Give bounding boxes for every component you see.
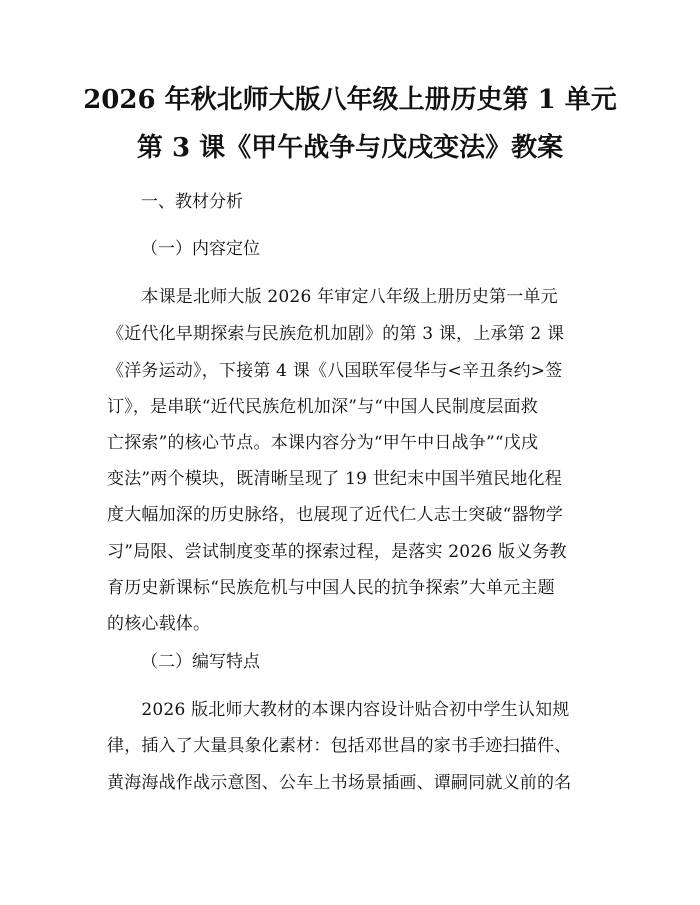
document-title-line-2: 第 3 课《甲午战争与戊戌变法》教案 — [136, 133, 564, 163]
paragraph-line: 本课是北师大版 2026 年审定八年级上册历史第一单元 — [107, 287, 558, 307]
section-heading-textbook-analysis: 一、教材分析 — [141, 192, 243, 212]
paragraph-line: 订》，是串联“近代民族危机加深”与“中国人民制度层面救 — [107, 397, 538, 417]
paragraph-line: 的核心载体。 — [107, 614, 211, 634]
paragraph-line: 度大幅加深的历史脉络，也展现了近代仁人志士突破“器物学 — [107, 505, 564, 525]
paragraph-line: 变法”两个模块，既清晰呈现了 19 世纪末中国半殖民地化程 — [107, 469, 562, 489]
document-title-line-1: 2026 年秋北师大版八年级上册历史第 1 单元 — [83, 85, 617, 115]
paragraph-line: 黄海海战作战示意图、公车上书场景插画、谭嗣同就义前的名 — [107, 773, 572, 793]
paragraph-line: 育历史新课标“民族危机与中国人民的抗争探索”大单元主题 — [107, 578, 555, 598]
paragraph-line: 《近代化早期探索与民族危机加剧》的第 3 课，上承第 2 课 — [107, 324, 565, 344]
subsection-heading-content-positioning: （一）内容定位 — [141, 239, 260, 259]
paragraph-line: 《洋务运动》，下接第 4 课《八国联军侵华与<辛丑条约>签 — [107, 361, 563, 381]
paragraph-line: 习”局限、尝试制度变革的探索过程，是落实 2026 版义务教 — [107, 542, 567, 562]
paragraph-line: 亡探索”的核心节点。本课内容分为“甲午中日战争”“戊戌 — [107, 433, 539, 453]
subsection-heading-writing-features: （二）编写特点 — [141, 652, 260, 672]
paragraph-line: 律，插入了大量具象化素材：包括邓世昌的家书手迹扫描件、 — [107, 736, 572, 756]
paragraph-line: 2026 版北师大教材的本课内容设计贴合初中学生认知规 — [107, 700, 570, 720]
